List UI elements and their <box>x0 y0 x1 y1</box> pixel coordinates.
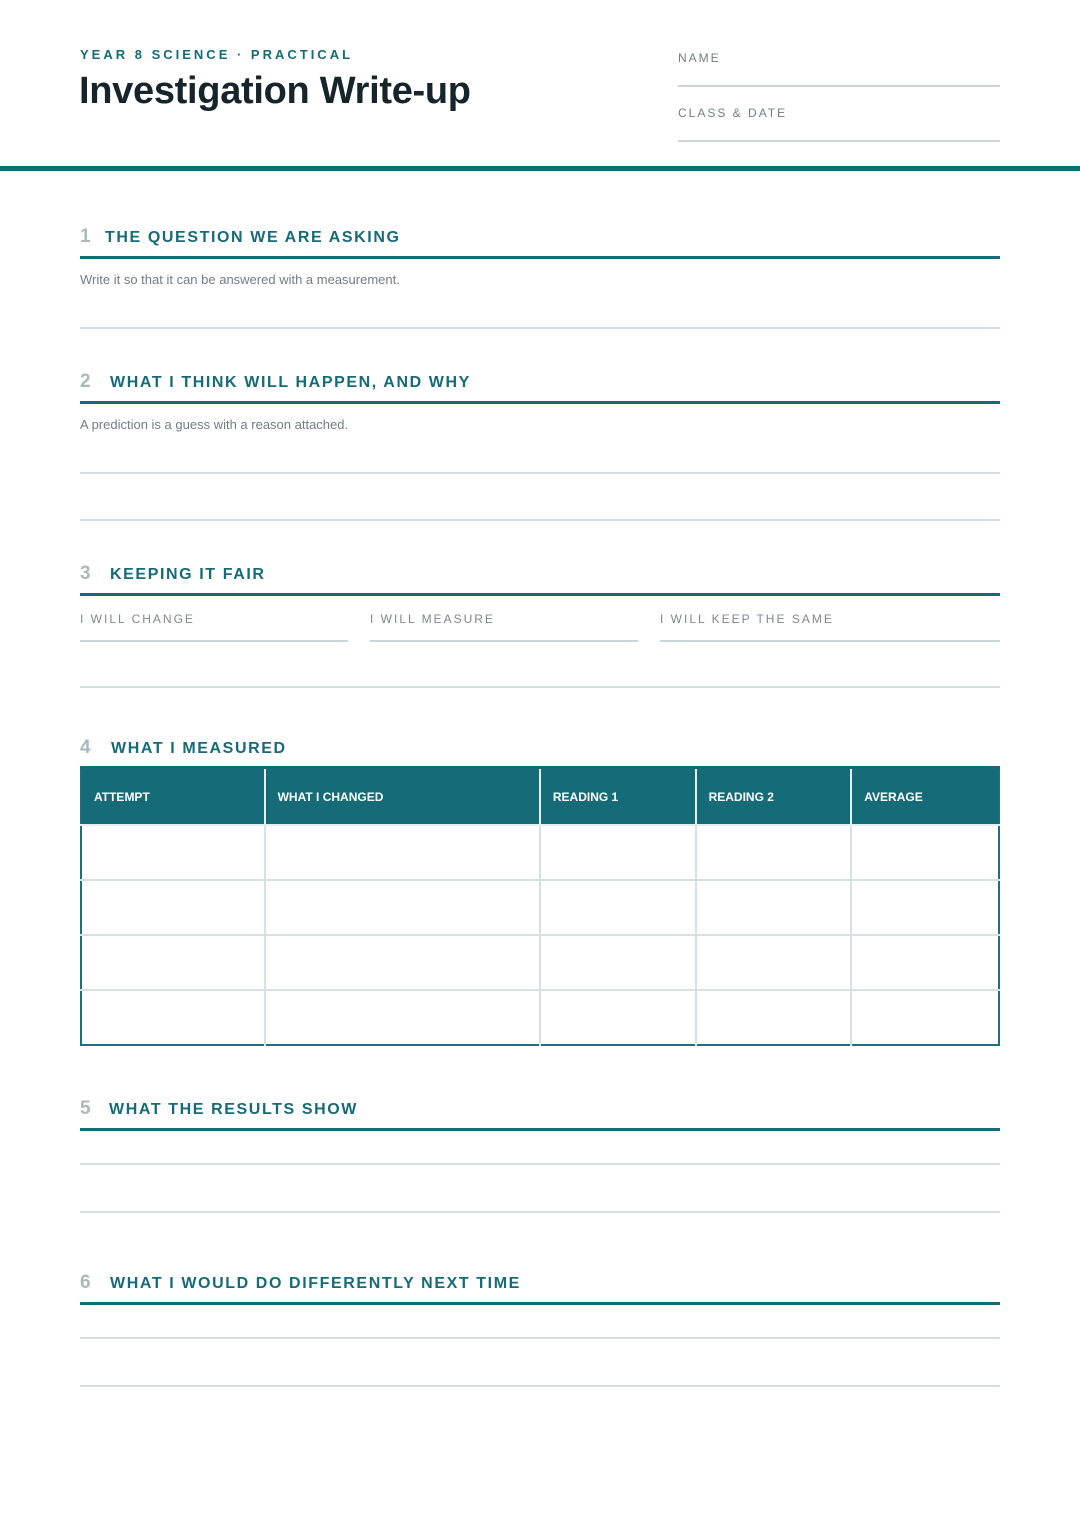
answer-line[interactable] <box>80 1337 1000 1339</box>
column-header-average: AVERAGE <box>851 768 999 826</box>
name-field-label: NAME <box>678 51 721 65</box>
section-title: WHAT I WOULD DO DIFFERENTLY NEXT TIME <box>110 1275 521 1292</box>
table-cell[interactable] <box>81 935 265 990</box>
answer-line[interactable] <box>80 1211 1000 1213</box>
table-cell[interactable] <box>540 880 696 935</box>
section-number: 6 <box>80 1272 91 1293</box>
measurements-table <box>80 766 1000 1046</box>
section-title: WHAT THE RESULTS SHOW <box>109 1101 358 1118</box>
course-kicker: YEAR 8 SCIENCE · PRACTICAL <box>80 47 354 62</box>
page-title: Investigation Write-up <box>79 70 471 112</box>
answer-line[interactable] <box>80 1385 1000 1387</box>
table-cell[interactable] <box>265 880 540 935</box>
table-header-row <box>81 768 999 826</box>
table-cell[interactable] <box>265 935 540 990</box>
table-cell[interactable] <box>851 880 999 935</box>
section-number: 2 <box>80 371 91 392</box>
table-cell[interactable] <box>540 990 696 1045</box>
section-1-heading <box>80 226 1000 259</box>
will-measure-label: I WILL MEASURE <box>370 612 495 626</box>
section-number: 4 <box>80 737 91 758</box>
section-3-heading <box>80 563 1000 596</box>
table-cell[interactable] <box>540 825 696 880</box>
keep-same-label: I WILL KEEP THE SAME <box>660 612 834 626</box>
table-cell[interactable] <box>696 990 852 1045</box>
will-measure-field[interactable] <box>370 610 638 642</box>
section-4-heading <box>80 737 1000 765</box>
header-divider <box>0 166 1080 171</box>
section-6-heading <box>80 1272 1000 1305</box>
section-title: THE QUESTION WE ARE ASKING <box>105 229 401 246</box>
answer-line[interactable] <box>80 686 1000 688</box>
answer-line[interactable] <box>80 472 1000 474</box>
table-row <box>81 825 999 880</box>
table-cell[interactable] <box>696 825 852 880</box>
section-1-hint: Write it so that it can be answered with a measurement. <box>80 272 400 287</box>
table-cell[interactable] <box>851 990 999 1045</box>
section-2-heading <box>80 371 1000 404</box>
section-title: WHAT I THINK WILL HAPPEN, AND WHY <box>110 374 471 391</box>
answer-line[interactable] <box>80 1163 1000 1165</box>
name-field[interactable] <box>678 51 1000 87</box>
column-header-attempt: ATTEMPT <box>81 768 265 826</box>
table-cell[interactable] <box>851 825 999 880</box>
table-cell[interactable] <box>265 990 540 1045</box>
section-2-hint: A prediction is a guess with a reason attached. <box>80 417 349 432</box>
table-cell[interactable] <box>540 935 696 990</box>
table-cell[interactable] <box>81 880 265 935</box>
table-cell[interactable] <box>696 880 852 935</box>
table-row <box>81 990 999 1045</box>
table-cell[interactable] <box>265 825 540 880</box>
section-number: 5 <box>80 1098 91 1119</box>
column-header-reading-1: READING 1 <box>540 768 696 826</box>
table-cell[interactable] <box>851 935 999 990</box>
will-change-label: I WILL CHANGE <box>80 612 195 626</box>
will-change-field[interactable] <box>80 610 348 642</box>
section-title: WHAT I MEASURED <box>111 740 287 757</box>
class-date-field[interactable] <box>678 106 1000 142</box>
table-row <box>81 935 999 990</box>
table-cell[interactable] <box>81 990 265 1045</box>
answer-line[interactable] <box>80 327 1000 329</box>
keep-same-field[interactable] <box>660 610 1000 642</box>
table-cell[interactable] <box>81 825 265 880</box>
column-header-what-i-changed: WHAT I CHANGED <box>265 768 540 826</box>
column-header-reading-2: READING 2 <box>696 768 852 826</box>
section-number: 1 <box>80 226 91 247</box>
table-row <box>81 880 999 935</box>
section-title: KEEPING IT FAIR <box>110 566 266 583</box>
worksheet-header <box>0 0 1080 166</box>
class-date-field-label: CLASS & DATE <box>678 106 788 120</box>
table-cell[interactable] <box>696 935 852 990</box>
section-5-heading <box>80 1098 1000 1131</box>
section-number: 3 <box>80 563 91 584</box>
answer-line[interactable] <box>80 519 1000 521</box>
